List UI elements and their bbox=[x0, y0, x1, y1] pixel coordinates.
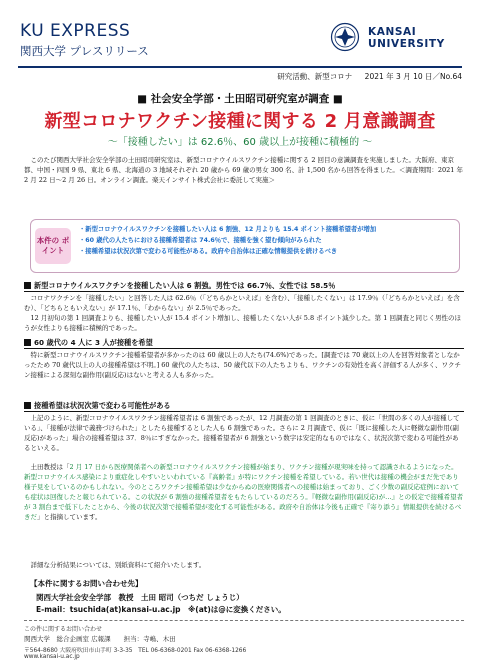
comment-lead: 土田教授は「 bbox=[30, 463, 70, 471]
footer-org: 関西大学 総合企画室 広報課 担当：寺嶋、木田 bbox=[24, 635, 176, 643]
key-points-tag: 本件の ポイント bbox=[35, 228, 71, 264]
logo-line-2: UNIVERSITY bbox=[368, 38, 445, 50]
intro-paragraph bbox=[24, 155, 464, 185]
page-subtitle: ～「接種したい」は 62.6％、60 歳以上が接種に積極的 ～ bbox=[107, 137, 373, 148]
section-1-paragraph: 12 月初旬の第 1 回調査よりも、接種したい人が 15.4 ポイント増加し、接種したくない人が 5.8 ポイント減少した。第 1 回調査と同じく男性のほうが女性よりも接種に積極的であった。 bbox=[24, 314, 461, 332]
closing-paragraph bbox=[24, 560, 464, 570]
section-heading-2 bbox=[24, 337, 464, 349]
release-meta bbox=[230, 71, 462, 82]
contact-title: 【本件に関するお問い合わせ先】 bbox=[30, 579, 143, 588]
release-category: 研究活動、新型コロナ bbox=[277, 72, 353, 81]
professor-comment bbox=[24, 462, 464, 522]
footer-note: この件に関するお問い合わせ bbox=[24, 626, 103, 633]
closing-text: 詳細な分析結果については、別紙資料にて紹介いたします。 bbox=[30, 561, 206, 569]
section-3-body bbox=[24, 413, 464, 453]
comment-body: 2 月 17 日から医療関係者への新型コロナウイルスワクチン接種が始まり、ワクチン接種が現実味を持って認識されるようになった。新型コロナウイルス感染により重症化しやすいといわれている『高齢者』が特にワクチン接種を希望している。若い世代は接種の機会がまだ先であり様子見をしているのかもしれない。今のところワクチン接種希望は少なからぬの医療関係者への接種は始まっており、ごく少数の副反応症例においても症状は回復したと報じられている。この状況が 6 割強の接種希望者をもたらしているのだろう。『軽微な副作用(副反応)が…』との仮定で接種希望者が 3 割台まで低下したことから、今後の状況次第で接種希望が変化する可能性がある。政府や自治体は今後も正確で『寄り添う』情報提供を続けるべきだ bbox=[24, 463, 464, 521]
key-point: ・ 接種希望は状況次第で変わる可能性がある。政府や自治体は正確な情報提供を続けるべき bbox=[79, 246, 457, 257]
key-point: ・ 60 歳代の人たちにおける接種希望者は 74.6％で、接種を強く望む傾向がみられた bbox=[79, 235, 457, 246]
footer-address: 〒564-8680 大阪府吹田市山手町 3-3-35 TEL 06-6368-0201 Fax 06-6368-1266 bbox=[24, 648, 247, 654]
page-title: 新型コロナワクチン接種に関する 2 月意識調査 bbox=[44, 111, 436, 132]
logo-text bbox=[368, 26, 445, 50]
brand-block bbox=[20, 22, 149, 59]
intro-text: このたび関西大学社会安全学部の土田昭司研究室は、新型コロナウイルスワクチン接種に関する 2 回目の意識調査を実施しました。大阪府、東京都、中国・四国 9 県、東北 6 県、北海道の 3 地域それぞれ 20 歳から 69 歳の男女 300 名、計 1,500 名から回答を得ました。＜調査期間：2021 年 2 月 22 日～2 月 26 日。オンライン調査。楽天インサイト株式会社に委託して実施＞ bbox=[24, 156, 463, 184]
section-heading-text: 新型コロナウイルスワクチンを接種したい人は 6 割強。男性では 66.7％、女性では 58.5％ bbox=[34, 281, 336, 290]
logo-line-1: KANSAI bbox=[368, 26, 417, 38]
footer-divider bbox=[24, 620, 464, 621]
section-2-paragraph: 特に新型コロナウイルスワクチン接種希望者が多かったのは 60 歳以上の人たち(74.6%)であった。[調査では 70 歳以上の人を回答対象者としなかったため 70 歳代以上の人の接種希望は不明。] 60 歳代の人たちは、50 歳代以下の人たちよりも、ワクチンの有効性を高く評価する人が多く、ワクチン接種による深刻な副作用(副反応)はないと考える人も多かった。 bbox=[24, 351, 461, 379]
brand-name: KU EXPRESS bbox=[20, 21, 131, 41]
square-bullet-icon bbox=[24, 402, 31, 409]
brand-subtitle: 関西大学 プレスリリース bbox=[20, 44, 149, 58]
contact-email[interactable]: E-mail：tsuchida(at)kansai-u.ac.jp ※(at)は@に変換ください。 bbox=[36, 605, 286, 614]
key-points-list bbox=[79, 224, 457, 257]
header-rule bbox=[18, 66, 462, 68]
key-points-box bbox=[30, 219, 460, 273]
section-3-paragraph: 上記のように、新型コロナウイルスワクチン接種希望者は 6 割強であったが、12 月調査の第 1 回調査のときに、仮に「世間の多くの人が接種している」、「接種が法律で義務づけられた」としたら接種するとした人も 6 割強であった。さらに 2 月調査で、仮に「既に接種した人に軽微な副作用(副反応)があった」場合の接種希望は 37．8％にすぎなかった。接種希望者が 6 割強という数字は安定的なものではなく、状況次第で変わる可能性があるといえる。 bbox=[24, 414, 460, 452]
section-1-body bbox=[24, 293, 464, 333]
pretitle: ■ 社会安全学部・土田昭司研究室が調査 ■ bbox=[137, 93, 343, 105]
university-logo bbox=[330, 22, 460, 54]
section-heading-3 bbox=[24, 400, 464, 412]
square-bullet-icon bbox=[24, 282, 31, 289]
section-1-paragraph: コロナワクチンを「接種したい」と回答した人は 62.6％（「どちらかといえば」を含む）、「接種したくない」は 17.9％（「どちらかといえば」を含む）、「どちらともいえない」が 17.1％、「わからない」が 2.5％であった。 bbox=[24, 294, 460, 312]
section-heading-text: 60 歳代の 4 人に 3 人が接種を希望 bbox=[34, 338, 153, 347]
university-emblem-icon bbox=[330, 22, 360, 52]
key-point: ・ 新型コロナウイルスワクチンを接種したい人は 6 割強、12 月よりも 15.4 ポイント接種希望者が増加 bbox=[79, 224, 457, 235]
section-heading-text: 接種希望は状況次第で変わる可能性がある bbox=[34, 401, 171, 410]
contact-person: 関西大学社会安全学部 教授 土田 昭司（つちだ しょうじ） bbox=[36, 593, 244, 602]
release-date: 2021 年 3 月 10 日／No.64 bbox=[364, 72, 462, 81]
section-heading-1 bbox=[24, 280, 464, 292]
section-2-body bbox=[24, 350, 464, 380]
footer-url[interactable]: www.kansai-u.ac.jp bbox=[24, 654, 80, 660]
square-bullet-icon bbox=[24, 339, 31, 346]
comment-tail: 」と指摘しています。 bbox=[37, 513, 102, 521]
